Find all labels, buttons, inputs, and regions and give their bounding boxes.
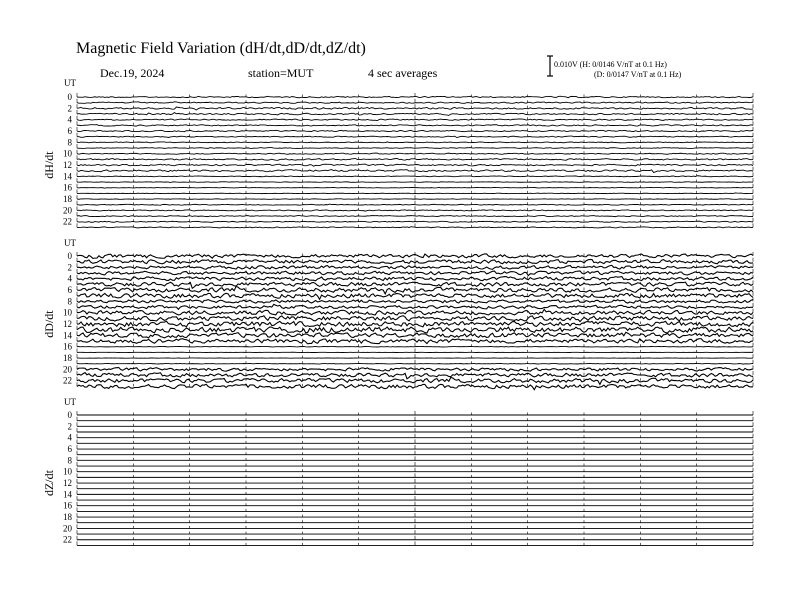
hour-label: 10	[63, 307, 72, 318]
hour-label: 20	[63, 364, 72, 375]
hour-label: 12	[63, 478, 72, 489]
hour-label: 22	[63, 534, 72, 545]
scale-label: 0.010V (H: 0/0146 V/nT at 0.1 Hz)	[554, 60, 667, 69]
minute-ticks	[77, 524, 753, 528]
hour-label: 20	[63, 205, 72, 216]
trace-row-17	[77, 193, 753, 194]
minute-ticks	[77, 473, 753, 477]
y-axis-label: dZ/dt	[42, 470, 56, 497]
minute-ticks	[77, 360, 753, 364]
panel-dD-dt	[42, 238, 753, 390]
hour-label: 14	[63, 330, 72, 341]
hour-label: 16	[63, 341, 72, 352]
trace-row-8	[77, 142, 753, 143]
scale-bar-icon	[547, 56, 553, 76]
trace-row-19	[77, 363, 753, 364]
minute-ticks	[77, 502, 753, 506]
y-axis-label: dD/dt	[42, 310, 56, 338]
hour-label: 12	[63, 160, 72, 171]
minute-ticks	[77, 468, 753, 472]
minute-ticks	[77, 507, 753, 511]
hour-label: 2	[67, 421, 72, 432]
minute-ticks	[77, 519, 753, 523]
station-label: station=MUT	[248, 66, 314, 80]
hour-label: 16	[63, 182, 72, 193]
minute-ticks	[77, 541, 753, 545]
trace-row-23	[77, 227, 753, 228]
minute-ticks	[77, 462, 753, 466]
trace-row-21	[77, 216, 753, 217]
minute-ticks	[77, 530, 753, 534]
minute-ticks	[77, 417, 753, 421]
trace-row-4	[77, 119, 753, 121]
hour-label: 22	[63, 375, 72, 386]
minute-ticks	[77, 479, 753, 483]
minute-ticks	[77, 189, 753, 193]
scale-label-d: (D: 0/0147 V/nT at 0.1 Hz)	[594, 70, 682, 79]
minute-ticks	[77, 201, 753, 205]
chart-title: Magnetic Field Variation (dH/dt,dD/dt,dZ/dt)	[76, 40, 366, 57]
minute-ticks	[77, 422, 753, 426]
panel-dH-dt	[42, 78, 753, 228]
trace-row-20	[77, 210, 753, 211]
trace-row-7	[77, 136, 753, 138]
ut-label: UT	[64, 238, 76, 248]
minute-ticks	[77, 485, 753, 489]
trace-row-15	[77, 182, 753, 183]
hour-label: 6	[67, 444, 72, 455]
minute-ticks	[77, 428, 753, 432]
minute-ticks	[77, 127, 753, 131]
hour-label: 4	[67, 273, 72, 284]
hour-label: 0	[67, 410, 72, 420]
hour-label: 0	[67, 251, 72, 261]
minute-ticks	[77, 320, 753, 324]
hour-label: 18	[63, 512, 72, 523]
minute-ticks	[77, 411, 753, 415]
minute-ticks	[77, 451, 753, 455]
hour-label: 6	[67, 126, 72, 137]
minute-ticks	[77, 490, 753, 494]
hour-label: 2	[67, 262, 72, 273]
minute-ticks	[77, 513, 753, 517]
hour-label: 0	[67, 92, 72, 102]
hour-label: 8	[67, 455, 72, 466]
minute-ticks	[77, 275, 753, 279]
hour-label: 4	[67, 432, 72, 443]
hour-label: 2	[67, 103, 72, 114]
hour-label: 10	[63, 148, 72, 159]
minute-ticks	[77, 144, 753, 148]
minute-ticks	[77, 434, 753, 438]
hour-label: 4	[67, 114, 72, 125]
hour-label: 22	[63, 216, 72, 227]
y-axis-label: dH/dt	[42, 151, 56, 179]
minute-ticks	[77, 496, 753, 500]
hour-label: 18	[63, 353, 72, 364]
trace-row-22	[77, 221, 753, 222]
minute-ticks	[77, 445, 753, 449]
minute-ticks	[77, 536, 753, 540]
hour-label: 20	[63, 523, 72, 534]
ut-label: UT	[64, 78, 76, 88]
minute-ticks	[77, 150, 753, 154]
hour-label: 6	[67, 285, 72, 296]
hour-label: 18	[63, 194, 72, 205]
minute-ticks	[77, 348, 753, 352]
averaging-label: 4 sec averages	[368, 66, 438, 80]
ut-label: UT	[64, 397, 76, 407]
minute-ticks	[77, 121, 753, 125]
minute-ticks	[77, 439, 753, 443]
minute-ticks	[77, 456, 753, 460]
hour-label: 14	[63, 489, 72, 500]
hour-label: 12	[63, 319, 72, 330]
date-label: Dec.19, 2024	[100, 66, 165, 80]
hour-label: 10	[63, 466, 72, 477]
trace-row-16	[77, 187, 753, 188]
hour-label: 16	[63, 500, 72, 511]
trace-row-12	[77, 164, 753, 166]
minute-ticks	[77, 354, 753, 358]
trace-row-18	[77, 199, 753, 200]
minute-ticks	[77, 178, 753, 182]
panel-dZ-dt	[42, 397, 753, 545]
trace-row-14	[77, 176, 753, 177]
trace-row-16	[77, 346, 753, 347]
trace-row-2	[77, 265, 753, 269]
hour-label: 14	[63, 171, 72, 182]
hour-label: 8	[67, 137, 72, 148]
hour-label: 8	[67, 296, 72, 307]
